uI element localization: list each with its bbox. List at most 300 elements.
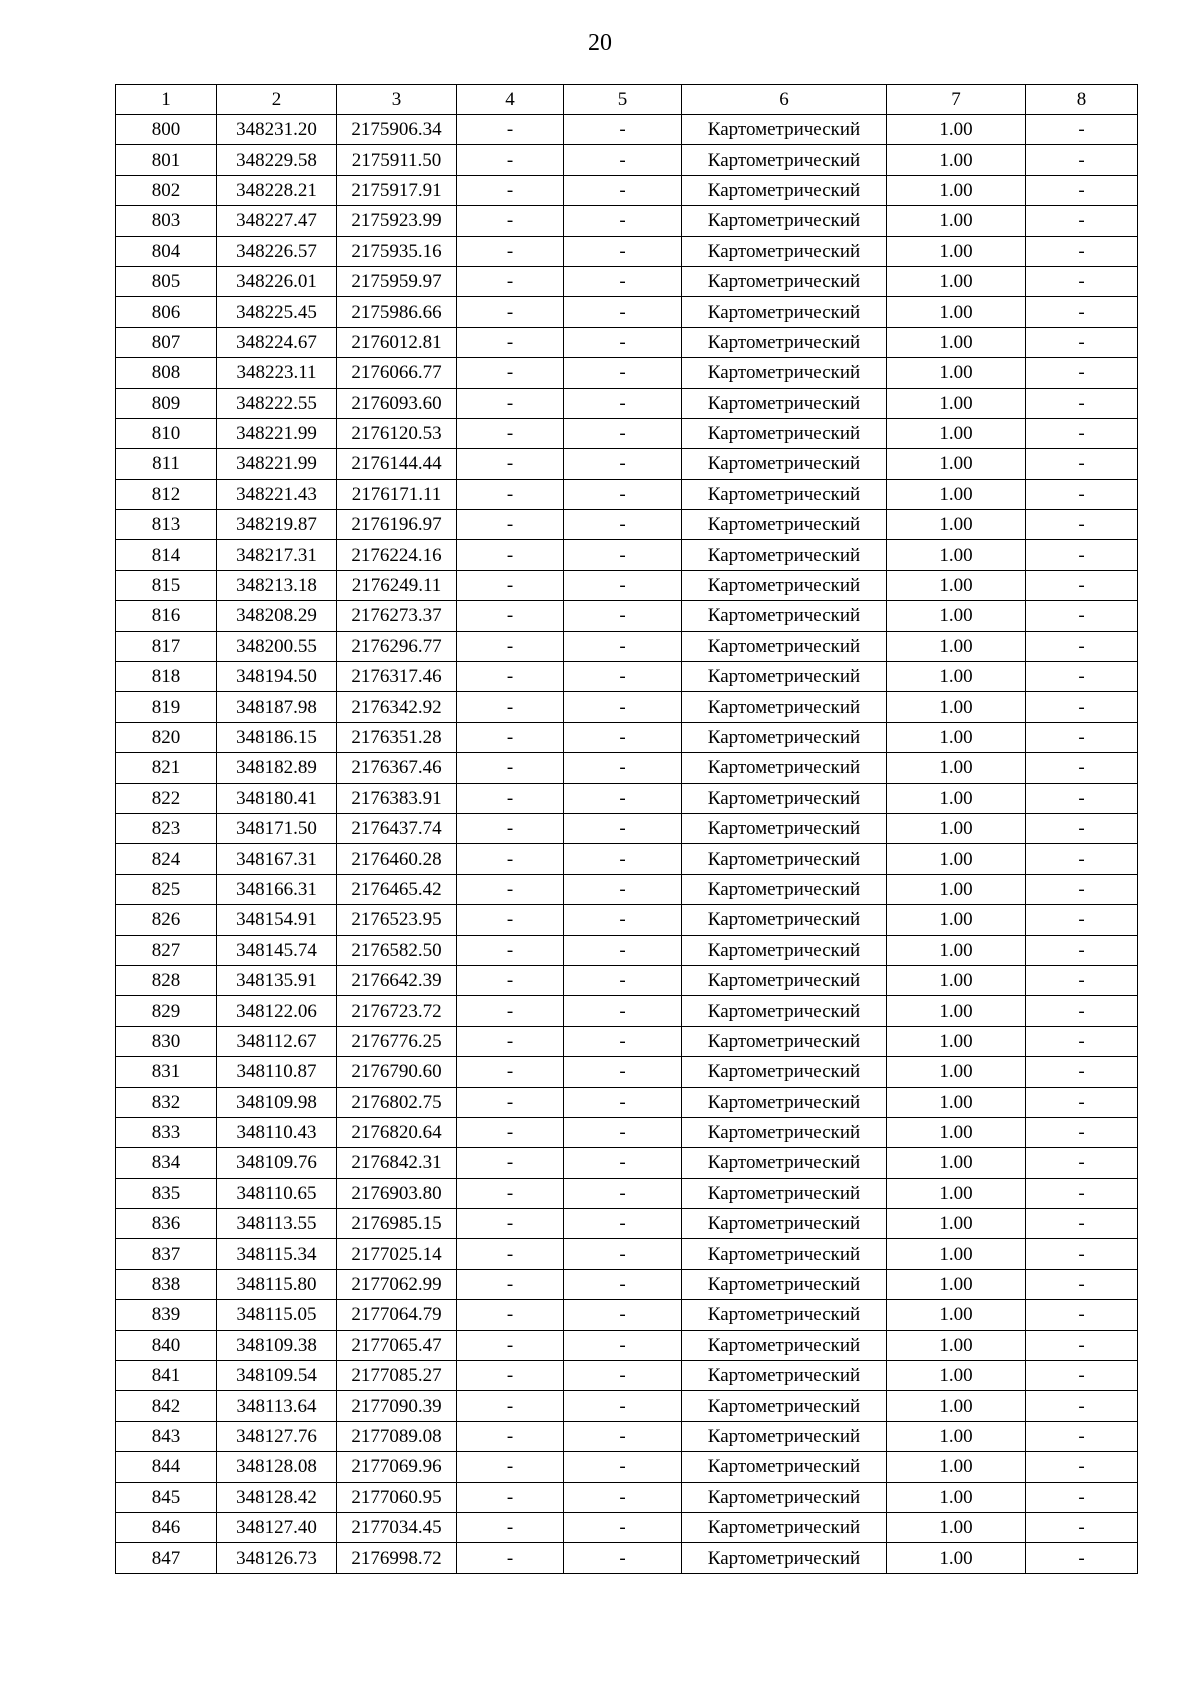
table-cell-col-3: 2176224.16 xyxy=(337,540,457,570)
table-cell-col-3: 2176465.42 xyxy=(337,874,457,904)
table-cell-col-6: Картометрический xyxy=(682,1178,887,1208)
table-row xyxy=(116,1269,1138,1299)
table-cell-col-7: 1.00 xyxy=(887,1361,1026,1391)
table-cell-col-4: - xyxy=(457,1087,564,1117)
table-cell-col-2: 348194.50 xyxy=(217,662,337,692)
table-cell-col-1: 832 xyxy=(116,1087,217,1117)
table-cell-col-6: Картометрический xyxy=(682,1421,887,1451)
table-cell-col-5: - xyxy=(564,996,682,1026)
table-cell-col-2: 348217.31 xyxy=(217,540,337,570)
table-cell-col-7: 1.00 xyxy=(887,266,1026,296)
column-header-4: 4 xyxy=(457,85,564,115)
table-row xyxy=(116,358,1138,388)
table-row xyxy=(116,1512,1138,1542)
table-cell-col-3: 2177025.14 xyxy=(337,1239,457,1269)
table-cell-col-2: 348128.42 xyxy=(217,1482,337,1512)
table-row xyxy=(116,1421,1138,1451)
table-cell-col-8: - xyxy=(1026,1330,1138,1360)
table-cell-col-1: 838 xyxy=(116,1269,217,1299)
table-cell-col-1: 846 xyxy=(116,1512,217,1542)
table-cell-col-1: 809 xyxy=(116,388,217,418)
table-cell-col-3: 2177060.95 xyxy=(337,1482,457,1512)
table-cell-col-1: 837 xyxy=(116,1239,217,1269)
table-cell-col-3: 2176012.81 xyxy=(337,327,457,357)
table-row xyxy=(116,175,1138,205)
table-cell-col-4: - xyxy=(457,1178,564,1208)
table-cell-col-6: Картометрический xyxy=(682,905,887,935)
table-cell-col-3: 2176120.53 xyxy=(337,418,457,448)
table-cell-col-8: - xyxy=(1026,905,1138,935)
table-cell-col-4: - xyxy=(457,965,564,995)
table-cell-col-2: 348126.73 xyxy=(217,1543,337,1573)
table-cell-col-6: Картометрический xyxy=(682,479,887,509)
table-cell-col-1: 818 xyxy=(116,662,217,692)
table-cell-col-2: 348208.29 xyxy=(217,601,337,631)
table-cell-col-3: 2177065.47 xyxy=(337,1330,457,1360)
table-cell-col-2: 348186.15 xyxy=(217,722,337,752)
table-row xyxy=(116,418,1138,448)
table-cell-col-6: Картометрический xyxy=(682,813,887,843)
table-cell-col-4: - xyxy=(457,1117,564,1147)
table-cell-col-3: 2176642.39 xyxy=(337,965,457,995)
table-cell-col-1: 833 xyxy=(116,1117,217,1147)
table-row xyxy=(116,388,1138,418)
table-row xyxy=(116,1209,1138,1239)
table-cell-col-2: 348223.11 xyxy=(217,358,337,388)
table-cell-col-2: 348115.80 xyxy=(217,1269,337,1299)
table-cell-col-4: - xyxy=(457,905,564,935)
table-cell-col-2: 348109.54 xyxy=(217,1361,337,1391)
table-cell-col-2: 348145.74 xyxy=(217,935,337,965)
table-cell-col-8: - xyxy=(1026,540,1138,570)
table-cell-col-3: 2177090.39 xyxy=(337,1391,457,1421)
table-row xyxy=(116,1087,1138,1117)
table-cell-col-5: - xyxy=(564,266,682,296)
table-cell-col-3: 2176367.46 xyxy=(337,753,457,783)
table-cell-col-4: - xyxy=(457,449,564,479)
table-cell-col-8: - xyxy=(1026,813,1138,843)
table-cell-col-5: - xyxy=(564,297,682,327)
table-cell-col-8: - xyxy=(1026,1452,1138,1482)
table-cell-col-6: Картометрический xyxy=(682,1269,887,1299)
coordinates-table xyxy=(115,84,1138,1574)
table-cell-col-8: - xyxy=(1026,1209,1138,1239)
table-cell-col-7: 1.00 xyxy=(887,783,1026,813)
table-cell-col-6: Картометрический xyxy=(682,1330,887,1360)
table-cell-col-2: 348187.98 xyxy=(217,692,337,722)
table-cell-col-4: - xyxy=(457,662,564,692)
table-cell-col-4: - xyxy=(457,996,564,1026)
table-cell-col-4: - xyxy=(457,297,564,327)
table-cell-col-5: - xyxy=(564,844,682,874)
table-row xyxy=(116,874,1138,904)
table-cell-col-3: 2176985.15 xyxy=(337,1209,457,1239)
table-cell-col-8: - xyxy=(1026,358,1138,388)
table-cell-col-4: - xyxy=(457,631,564,661)
table-cell-col-6: Картометрический xyxy=(682,115,887,145)
table-cell-col-4: - xyxy=(457,1057,564,1087)
table-cell-col-6: Картометрический xyxy=(682,236,887,266)
table-cell-col-7: 1.00 xyxy=(887,145,1026,175)
table-cell-col-4: - xyxy=(457,844,564,874)
table-row xyxy=(116,1239,1138,1269)
table-cell-col-4: - xyxy=(457,813,564,843)
table-cell-col-4: - xyxy=(457,722,564,752)
table-cell-col-3: 2176842.31 xyxy=(337,1148,457,1178)
table-row xyxy=(116,965,1138,995)
table-cell-col-6: Картометрический xyxy=(682,570,887,600)
table-cell-col-6: Картометрический xyxy=(682,844,887,874)
table-cell-col-7: 1.00 xyxy=(887,297,1026,327)
table-cell-col-3: 2176066.77 xyxy=(337,358,457,388)
table-cell-col-3: 2176723.72 xyxy=(337,996,457,1026)
column-header-1: 1 xyxy=(116,85,217,115)
table-cell-col-6: Картометрический xyxy=(682,1300,887,1330)
table-row xyxy=(116,266,1138,296)
table-cell-col-3: 2175911.50 xyxy=(337,145,457,175)
column-header-6: 6 xyxy=(682,85,887,115)
table-cell-col-6: Картометрический xyxy=(682,935,887,965)
table-cell-col-3: 2176820.64 xyxy=(337,1117,457,1147)
table-cell-col-4: - xyxy=(457,1239,564,1269)
column-header-3: 3 xyxy=(337,85,457,115)
table-cell-col-2: 348115.34 xyxy=(217,1239,337,1269)
table-cell-col-1: 820 xyxy=(116,722,217,752)
table-cell-col-3: 2176144.44 xyxy=(337,449,457,479)
table-cell-col-7: 1.00 xyxy=(887,874,1026,904)
table-cell-col-8: - xyxy=(1026,145,1138,175)
table-cell-col-6: Картометрический xyxy=(682,297,887,327)
table-cell-col-7: 1.00 xyxy=(887,236,1026,266)
table-cell-col-8: - xyxy=(1026,1026,1138,1056)
table-cell-col-6: Картометрический xyxy=(682,1148,887,1178)
table-cell-col-5: - xyxy=(564,510,682,540)
table-cell-col-4: - xyxy=(457,206,564,236)
table-cell-col-3: 2176998.72 xyxy=(337,1543,457,1573)
table-cell-col-8: - xyxy=(1026,783,1138,813)
table-cell-col-1: 844 xyxy=(116,1452,217,1482)
table-cell-col-5: - xyxy=(564,479,682,509)
table-cell-col-8: - xyxy=(1026,418,1138,448)
table-row xyxy=(116,692,1138,722)
table-cell-col-7: 1.00 xyxy=(887,540,1026,570)
table-cell-col-2: 348226.57 xyxy=(217,236,337,266)
table-cell-col-2: 348109.98 xyxy=(217,1087,337,1117)
table-cell-col-2: 348200.55 xyxy=(217,631,337,661)
table-cell-col-5: - xyxy=(564,418,682,448)
table-row xyxy=(116,935,1138,965)
table-cell-col-5: - xyxy=(564,1482,682,1512)
table-cell-col-8: - xyxy=(1026,175,1138,205)
table-cell-col-1: 841 xyxy=(116,1361,217,1391)
table-cell-col-5: - xyxy=(564,905,682,935)
table-cell-col-2: 348110.43 xyxy=(217,1117,337,1147)
table-cell-col-7: 1.00 xyxy=(887,1330,1026,1360)
table-cell-col-8: - xyxy=(1026,1482,1138,1512)
table-row xyxy=(116,783,1138,813)
table-cell-col-8: - xyxy=(1026,601,1138,631)
table-cell-col-3: 2176171.11 xyxy=(337,479,457,509)
table-cell-col-8: - xyxy=(1026,996,1138,1026)
table-cell-col-6: Картометрический xyxy=(682,1057,887,1087)
table-cell-col-8: - xyxy=(1026,1057,1138,1087)
table-cell-col-3: 2176383.91 xyxy=(337,783,457,813)
table-row xyxy=(116,996,1138,1026)
table-cell-col-7: 1.00 xyxy=(887,175,1026,205)
table-cell-col-3: 2177085.27 xyxy=(337,1361,457,1391)
table-cell-col-5: - xyxy=(564,1239,682,1269)
table-cell-col-7: 1.00 xyxy=(887,601,1026,631)
table-cell-col-3: 2176802.75 xyxy=(337,1087,457,1117)
table-row xyxy=(116,1543,1138,1573)
table-cell-col-6: Картометрический xyxy=(682,1209,887,1239)
table-row xyxy=(116,145,1138,175)
table-cell-col-6: Картометрический xyxy=(682,1026,887,1056)
table-cell-col-2: 348127.76 xyxy=(217,1421,337,1451)
table-cell-col-2: 348110.65 xyxy=(217,1178,337,1208)
table-cell-col-4: - xyxy=(457,1209,564,1239)
table-cell-col-6: Картометрический xyxy=(682,874,887,904)
table-cell-col-7: 1.00 xyxy=(887,206,1026,236)
table-row xyxy=(116,813,1138,843)
table-cell-col-5: - xyxy=(564,1209,682,1239)
table-cell-col-8: - xyxy=(1026,236,1138,266)
table-cell-col-7: 1.00 xyxy=(887,358,1026,388)
table-cell-col-6: Картометрический xyxy=(682,358,887,388)
table-cell-col-8: - xyxy=(1026,1087,1138,1117)
table-cell-col-1: 810 xyxy=(116,418,217,448)
table-cell-col-2: 348110.87 xyxy=(217,1057,337,1087)
table-cell-col-5: - xyxy=(564,358,682,388)
table-cell-col-4: - xyxy=(457,570,564,600)
table-cell-col-5: - xyxy=(564,1452,682,1482)
table-cell-col-3: 2176273.37 xyxy=(337,601,457,631)
table-cell-col-2: 348113.55 xyxy=(217,1209,337,1239)
table-cell-col-5: - xyxy=(564,813,682,843)
table-cell-col-5: - xyxy=(564,570,682,600)
table-cell-col-6: Картометрический xyxy=(682,1452,887,1482)
table-cell-col-6: Картометрический xyxy=(682,510,887,540)
table-cell-col-7: 1.00 xyxy=(887,1269,1026,1299)
table-cell-col-1: 816 xyxy=(116,601,217,631)
page-number: 20 xyxy=(588,30,612,56)
table-cell-col-2: 348221.99 xyxy=(217,449,337,479)
table-cell-col-2: 348228.21 xyxy=(217,175,337,205)
table-cell-col-7: 1.00 xyxy=(887,692,1026,722)
table-cell-col-5: - xyxy=(564,540,682,570)
table-row xyxy=(116,236,1138,266)
table-cell-col-1: 827 xyxy=(116,935,217,965)
table-cell-col-1: 817 xyxy=(116,631,217,661)
table-cell-col-7: 1.00 xyxy=(887,935,1026,965)
table-cell-col-6: Картометрический xyxy=(682,206,887,236)
table-cell-col-3: 2175906.34 xyxy=(337,115,457,145)
table-cell-col-1: 801 xyxy=(116,145,217,175)
table-cell-col-7: 1.00 xyxy=(887,388,1026,418)
table-cell-col-6: Картометрический xyxy=(682,449,887,479)
table-cell-col-7: 1.00 xyxy=(887,510,1026,540)
table-cell-col-7: 1.00 xyxy=(887,327,1026,357)
table-cell-col-8: - xyxy=(1026,1512,1138,1542)
column-header-8: 8 xyxy=(1026,85,1138,115)
table-cell-col-5: - xyxy=(564,722,682,752)
table-cell-col-5: - xyxy=(564,935,682,965)
table-cell-col-6: Картометрический xyxy=(682,631,887,661)
table-cell-col-1: 836 xyxy=(116,1209,217,1239)
table-cell-col-4: - xyxy=(457,266,564,296)
table-cell-col-5: - xyxy=(564,1361,682,1391)
table-cell-col-2: 348127.40 xyxy=(217,1512,337,1542)
table-cell-col-3: 2176317.46 xyxy=(337,662,457,692)
table-cell-col-2: 348224.67 xyxy=(217,327,337,357)
table-cell-col-8: - xyxy=(1026,1361,1138,1391)
table-cell-col-5: - xyxy=(564,692,682,722)
table-cell-col-3: 2176903.80 xyxy=(337,1178,457,1208)
table-cell-col-1: 823 xyxy=(116,813,217,843)
table-cell-col-5: - xyxy=(564,1026,682,1056)
table-cell-col-2: 348112.67 xyxy=(217,1026,337,1056)
table-cell-col-8: - xyxy=(1026,206,1138,236)
table-row xyxy=(116,1026,1138,1056)
table-cell-col-6: Картометрический xyxy=(682,418,887,448)
table-cell-col-1: 811 xyxy=(116,449,217,479)
table-cell-col-2: 348154.91 xyxy=(217,905,337,935)
column-header-7: 7 xyxy=(887,85,1026,115)
table-cell-col-3: 2176437.74 xyxy=(337,813,457,843)
table-cell-col-7: 1.00 xyxy=(887,631,1026,661)
table-row xyxy=(116,1330,1138,1360)
table-cell-col-7: 1.00 xyxy=(887,1026,1026,1056)
table-cell-col-8: - xyxy=(1026,449,1138,479)
header-row xyxy=(116,85,1138,115)
table-cell-col-4: - xyxy=(457,510,564,540)
table-cell-col-5: - xyxy=(564,175,682,205)
table-cell-col-1: 815 xyxy=(116,570,217,600)
table-cell-col-2: 348222.55 xyxy=(217,388,337,418)
table-cell-col-5: - xyxy=(564,206,682,236)
table-cell-col-7: 1.00 xyxy=(887,1300,1026,1330)
column-header-2: 2 xyxy=(217,85,337,115)
table-cell-col-2: 348167.31 xyxy=(217,844,337,874)
table-cell-col-3: 2176790.60 xyxy=(337,1057,457,1087)
table-cell-col-5: - xyxy=(564,631,682,661)
table-cell-col-3: 2176342.92 xyxy=(337,692,457,722)
table-cell-col-3: 2176582.50 xyxy=(337,935,457,965)
table-row xyxy=(116,479,1138,509)
table-cell-col-6: Картометрический xyxy=(682,175,887,205)
table-cell-col-6: Картометрический xyxy=(682,1512,887,1542)
table-cell-col-6: Картометрический xyxy=(682,662,887,692)
table-cell-col-5: - xyxy=(564,449,682,479)
table-row xyxy=(116,540,1138,570)
table-cell-col-5: - xyxy=(564,601,682,631)
table-cell-col-5: - xyxy=(564,1512,682,1542)
table-cell-col-1: 840 xyxy=(116,1330,217,1360)
table-cell-col-6: Картометрический xyxy=(682,1087,887,1117)
table-row xyxy=(116,1452,1138,1482)
table-cell-col-7: 1.00 xyxy=(887,570,1026,600)
table-cell-col-1: 807 xyxy=(116,327,217,357)
table-cell-col-4: - xyxy=(457,692,564,722)
table-row xyxy=(116,115,1138,145)
table-cell-col-8: - xyxy=(1026,115,1138,145)
table-cell-col-1: 819 xyxy=(116,692,217,722)
table-cell-col-6: Картометрический xyxy=(682,965,887,995)
table-cell-col-5: - xyxy=(564,1087,682,1117)
table-cell-col-6: Картометрический xyxy=(682,601,887,631)
table-cell-col-4: - xyxy=(457,1543,564,1573)
table-cell-col-1: 839 xyxy=(116,1300,217,1330)
table-cell-col-7: 1.00 xyxy=(887,996,1026,1026)
table-cell-col-3: 2175917.91 xyxy=(337,175,457,205)
table-cell-col-1: 802 xyxy=(116,175,217,205)
table-cell-col-6: Картометрический xyxy=(682,1117,887,1147)
table-cell-col-5: - xyxy=(564,1148,682,1178)
table-cell-col-4: - xyxy=(457,115,564,145)
table-cell-col-1: 826 xyxy=(116,905,217,935)
table-cell-col-5: - xyxy=(564,145,682,175)
table-cell-col-7: 1.00 xyxy=(887,1452,1026,1482)
table-cell-col-8: - xyxy=(1026,1421,1138,1451)
table-cell-col-3: 2177034.45 xyxy=(337,1512,457,1542)
table-row xyxy=(116,601,1138,631)
table-cell-col-2: 348122.06 xyxy=(217,996,337,1026)
table-cell-col-3: 2176351.28 xyxy=(337,722,457,752)
table-cell-col-8: - xyxy=(1026,753,1138,783)
table-row xyxy=(116,510,1138,540)
table-cell-col-5: - xyxy=(564,783,682,813)
table-cell-col-8: - xyxy=(1026,965,1138,995)
table-row xyxy=(116,631,1138,661)
table-cell-col-4: - xyxy=(457,1330,564,1360)
table-cell-col-2: 348135.91 xyxy=(217,965,337,995)
table-cell-col-4: - xyxy=(457,1026,564,1056)
table-cell-col-5: - xyxy=(564,1421,682,1451)
table-cell-col-8: - xyxy=(1026,297,1138,327)
table-cell-col-7: 1.00 xyxy=(887,905,1026,935)
table-cell-col-3: 2176523.95 xyxy=(337,905,457,935)
table-row xyxy=(116,206,1138,236)
table-cell-col-8: - xyxy=(1026,1148,1138,1178)
table-cell-col-2: 348182.89 xyxy=(217,753,337,783)
table-cell-col-5: - xyxy=(564,965,682,995)
table-cell-col-1: 805 xyxy=(116,266,217,296)
table-cell-col-8: - xyxy=(1026,1391,1138,1421)
table-cell-col-8: - xyxy=(1026,1239,1138,1269)
table-cell-col-4: - xyxy=(457,783,564,813)
table-cell-col-8: - xyxy=(1026,1269,1138,1299)
table-cell-col-3: 2176093.60 xyxy=(337,388,457,418)
table-cell-col-8: - xyxy=(1026,510,1138,540)
table-cell-col-2: 348171.50 xyxy=(217,813,337,843)
table-cell-col-2: 348227.47 xyxy=(217,206,337,236)
table-cell-col-3: 2176776.25 xyxy=(337,1026,457,1056)
table-cell-col-1: 845 xyxy=(116,1482,217,1512)
table-cell-col-7: 1.00 xyxy=(887,449,1026,479)
table-cell-col-4: - xyxy=(457,236,564,266)
table-cell-col-1: 808 xyxy=(116,358,217,388)
table-cell-col-4: - xyxy=(457,1482,564,1512)
table-cell-col-8: - xyxy=(1026,266,1138,296)
table-cell-col-7: 1.00 xyxy=(887,115,1026,145)
table-cell-col-8: - xyxy=(1026,722,1138,752)
table-cell-col-8: - xyxy=(1026,388,1138,418)
table-cell-col-5: - xyxy=(564,115,682,145)
table-cell-col-6: Картометрический xyxy=(682,783,887,813)
table-cell-col-1: 847 xyxy=(116,1543,217,1573)
table-cell-col-8: - xyxy=(1026,662,1138,692)
table-cell-col-7: 1.00 xyxy=(887,1087,1026,1117)
